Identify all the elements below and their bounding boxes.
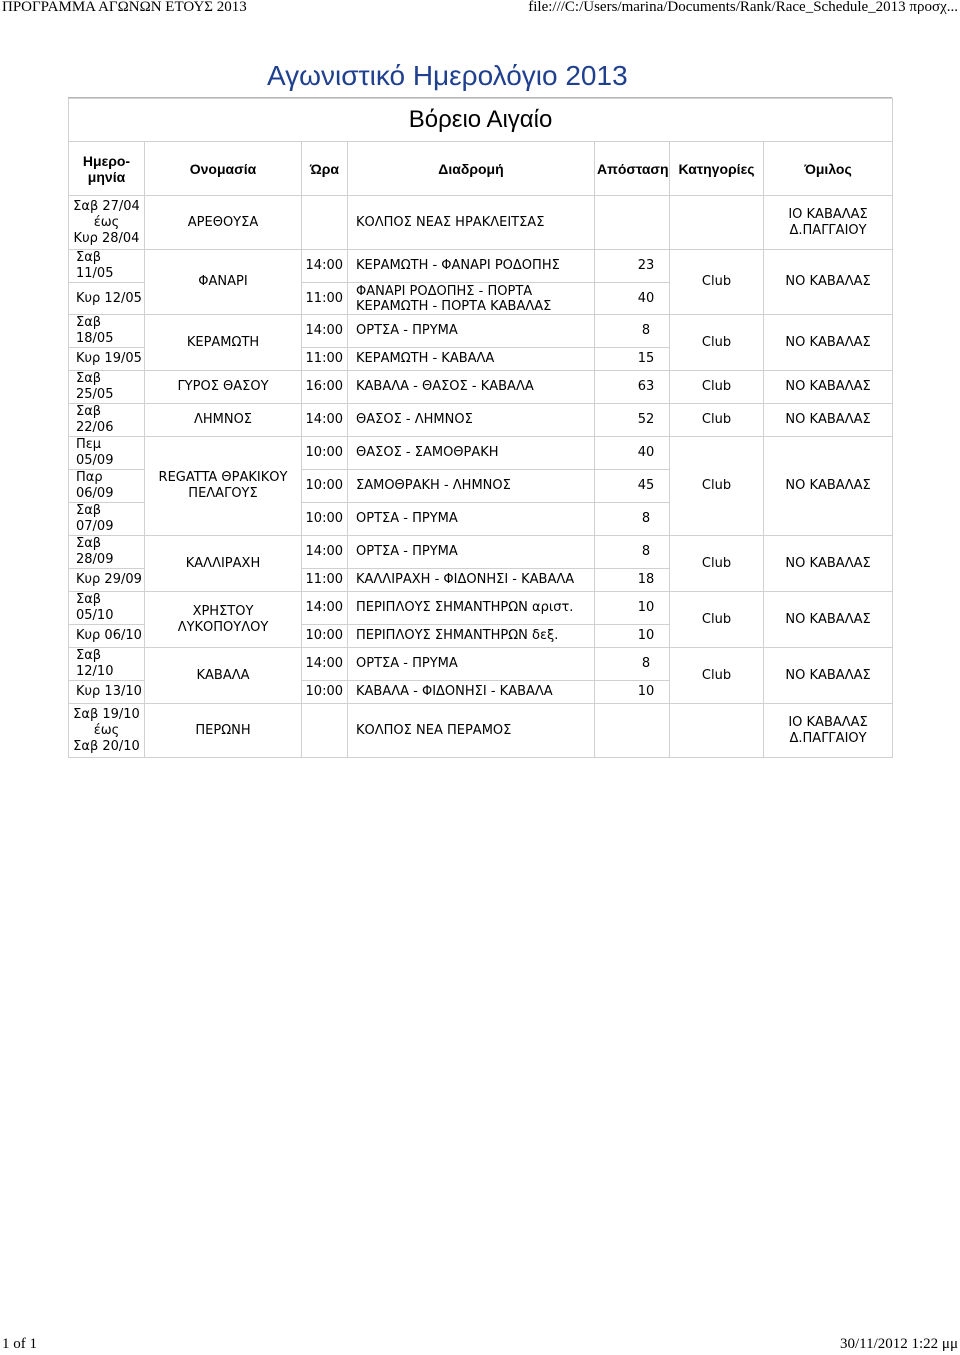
category-cell (670, 704, 764, 758)
route-text: ΟΡΤΣΑ - ΠΡΥΜΑ (356, 511, 458, 526)
route-cell (348, 250, 595, 283)
time-cell: 14:00 (302, 648, 348, 681)
date-cell: Σαβ 25/05 (69, 371, 145, 404)
date-cell: Κυρ 13/10 (69, 681, 145, 704)
club-cell (764, 404, 893, 437)
schedule-body (69, 196, 893, 758)
event-row (69, 704, 893, 758)
event-row (69, 648, 893, 681)
column-header-route: Διαδρομή (348, 142, 595, 196)
event-row (69, 437, 893, 470)
category-cell: Club (670, 648, 764, 704)
club-cell (764, 315, 893, 371)
time-cell: 10:00 (302, 470, 348, 503)
column-header-name: Ονομασία (145, 142, 302, 196)
category-cell (670, 196, 764, 250)
route-text: ΣΑΜΟΘΡΑΚΗ - ΛΗΜΝΟΣ (356, 478, 511, 493)
category-cell: Club (670, 250, 764, 315)
route-text: ΚΕΡΑΜΩΤΗ - ΠΟΡΤΑ ΚΑΒΑΛΑΣ (356, 298, 552, 314)
date-cell: Σαβ 05/10 (69, 592, 145, 625)
route-cell (348, 470, 595, 503)
category-cell: Club (670, 437, 764, 536)
event-name: ΦΑΝΑΡΙ (198, 274, 248, 289)
club-name: ΙΟ ΚΑΒΑΛΑΣ (788, 714, 868, 730)
event-name-cell (145, 704, 302, 758)
event-name: ΚΑΛΛΙΡΑΧΗ (185, 555, 261, 571)
event-name-cell (145, 371, 302, 404)
date-text: Κυρ 28/04 (73, 230, 140, 246)
date-cell: Πεμ 05/09 (69, 437, 145, 470)
date-cell: Σαβ 12/10 (69, 648, 145, 681)
event-name-cell (145, 315, 302, 371)
distance-cell: 18 (595, 569, 670, 592)
category-cell: Club (670, 592, 764, 648)
distance-cell: 10 (595, 592, 670, 625)
date-text: Σαβ 19/10 (73, 706, 140, 722)
event-name-cell (145, 404, 302, 437)
route-text: ΦΑΝΑΡΙ ΡΟΔΟΠΗΣ - ΠΟΡΤΑ (356, 283, 533, 299)
club-name: Δ.ΠΑΓΓΑΙΟΥ (789, 222, 867, 238)
document-url: file:///C:/Users/marina/Documents/Rank/Race_Schedule_2013 προσχ... (528, 0, 958, 15)
distance-cell: 40 (595, 437, 670, 470)
distance-cell: 8 (595, 648, 670, 681)
route-text: ΘΑΣΟΣ - ΛΗΜΝΟΣ (356, 412, 473, 427)
time-cell (302, 704, 348, 758)
route-text: ΟΡΤΣΑ - ΠΡΥΜΑ (356, 544, 458, 559)
date-text: Σαβ 20/10 (73, 738, 140, 754)
route-cell (348, 283, 595, 315)
event-name-cell (145, 437, 302, 536)
route-cell (348, 315, 595, 348)
subtitle-row (69, 99, 893, 142)
club-name: ΝΟ ΚΑΒΑΛΑΣ (785, 379, 871, 394)
event-name: REGATTA ΘΡΑΚΙΚΟΥ (158, 470, 288, 485)
club-cell (764, 437, 893, 536)
event-name-cell (145, 592, 302, 648)
route-cell (348, 503, 595, 536)
date-cell: Κυρ 29/09 (69, 569, 145, 592)
club-name: ΙΟ ΚΑΒΑΛΑΣ (788, 206, 868, 222)
event-name: ΚΑΒΑΛΑ (196, 667, 250, 683)
time-cell: 16:00 (302, 371, 348, 404)
route-cell (348, 348, 595, 371)
category-cell: Club (670, 371, 764, 404)
distance-cell: 52 (595, 404, 670, 437)
route-cell (348, 404, 595, 437)
club-name: ΝΟ ΚΑΒΑΛΑΣ (785, 667, 871, 683)
date-cell: Σαβ 22/06 (69, 404, 145, 437)
category-cell: Club (670, 315, 764, 371)
distance-cell: 8 (595, 536, 670, 569)
club-name: ΝΟ ΚΑΒΑΛΑΣ (785, 412, 871, 427)
route-cell (348, 625, 595, 648)
column-header-date (69, 142, 145, 196)
browser-print-footer (0, 1335, 960, 1355)
date-cell: Σαβ 11/05 (69, 250, 145, 283)
event-row (69, 536, 893, 569)
event-name: ΓΥΡΟΣ ΘΑΣΟΥ (177, 379, 269, 394)
event-row (69, 592, 893, 625)
browser-print-header (0, 0, 960, 20)
distance-cell: 45 (595, 470, 670, 503)
club-name: Δ.ΠΑΓΓΑΙΟΥ (789, 730, 867, 746)
event-name: ΛΗΜΝΟΣ (193, 412, 253, 427)
event-name: ΠΕΛΑΓΟΥΣ (188, 486, 258, 501)
route-cell (348, 569, 595, 592)
club-cell (764, 648, 893, 704)
event-name: ΚΕΡΑΜΩΤΗ (186, 334, 260, 350)
route-cell (348, 536, 595, 569)
event-name-cell (145, 536, 302, 592)
route-text: ΠΕΡΙΠΛΟΥΣ ΣΗΜΑΝΤΗΡΩΝ δεξ. (356, 628, 559, 643)
event-name: ΑΡΕΘΟΥΣΑ (187, 214, 259, 230)
distance-cell: 10 (595, 681, 670, 704)
route-cell: ΚΟΛΠΟΣ ΝΕΑΣ ΗΡΑΚΛΕΙΤΣΑΣ (348, 196, 595, 250)
time-cell: 11:00 (302, 283, 348, 315)
category-cell: Club (670, 536, 764, 592)
club-cell (764, 371, 893, 404)
route-text: ΚΑΒΑΛΑ - ΘΑΣΟΣ - ΚΑΒΑΛΑ (356, 379, 534, 394)
event-name-cell (145, 648, 302, 704)
distance-cell: 63 (595, 371, 670, 404)
column-header-row (69, 142, 893, 196)
event-name: ΛΥΚΟΠΟΥΛΟΥ (177, 619, 269, 635)
date-cell (69, 704, 145, 758)
time-cell: 11:00 (302, 569, 348, 592)
distance-cell (595, 196, 670, 250)
distance-cell (595, 704, 670, 758)
club-cell (764, 704, 893, 758)
distance-cell: 40 (595, 283, 670, 315)
event-name: ΧΡΗΣΤΟΥ (192, 603, 254, 619)
time-cell: 14:00 (302, 250, 348, 283)
distance-cell: 15 (595, 348, 670, 371)
club-name: ΝΟ ΚΑΒΑΛΑΣ (785, 274, 871, 289)
time-cell: 14:00 (302, 536, 348, 569)
date-cell: Σαβ 18/05 (69, 315, 145, 348)
time-cell: 14:00 (302, 404, 348, 437)
date-text: Σαβ 27/04 (73, 198, 140, 214)
route-cell (348, 681, 595, 704)
column-header-distance: Απόσταση (595, 142, 670, 196)
route-cell (348, 371, 595, 404)
time-cell: 10:00 (302, 503, 348, 536)
time-cell: 10:00 (302, 681, 348, 704)
route-cell: ΚΟΛΠΟΣ ΝΕΑ ΠΕΡΑΜΟΣ (348, 704, 595, 758)
time-cell: 10:00 (302, 625, 348, 648)
event-row (69, 315, 893, 348)
club-name: ΝΟ ΚΑΒΑΛΑΣ (785, 555, 871, 571)
event-row (69, 404, 893, 437)
route-cell (348, 648, 595, 681)
club-cell (764, 536, 893, 592)
event-name-cell (145, 196, 302, 250)
club-name: ΝΟ ΚΑΒΑΛΑΣ (785, 334, 871, 350)
distance-cell: 8 (595, 315, 670, 348)
club-cell (764, 592, 893, 648)
event-name-cell (145, 250, 302, 315)
time-cell: 14:00 (302, 315, 348, 348)
route-text: ΚΑΒΑΛΑ - ΦΙΔΟΝΗΣΙ - ΚΑΒΑΛΑ (356, 684, 553, 699)
event-row (69, 371, 893, 404)
document-title: ΠΡΟΓΡΑΜΜΑ ΑΓΩΝΩΝ ΕΤΟΥΣ 2013 (2, 0, 247, 15)
column-header-club: Όμιλος (764, 142, 893, 196)
print-timestamp: 30/11/2012 1:22 μμ (839, 1336, 958, 1352)
event-name: ΠΕΡΩΝΗ (195, 722, 251, 738)
schedule-table (68, 98, 893, 758)
page-count: 1 of 1 (2, 1336, 37, 1352)
club-cell (764, 250, 893, 315)
category-cell: Club (670, 404, 764, 437)
column-header-categories: Κατηγορίες (670, 142, 764, 196)
club-name: ΝΟ ΚΑΒΑΛΑΣ (785, 611, 871, 627)
route-text: ΟΡΤΣΑ - ΠΡΥΜΑ (356, 323, 458, 338)
route-text: ΟΡΤΣΑ - ΠΡΥΜΑ (356, 656, 458, 671)
date-cell: Σαβ 07/09 (69, 503, 145, 536)
column-header-time: Ώρα (302, 142, 348, 196)
route-text: ΚΑΛΛΙΡΑΧΗ - ΦΙΔΟΝΗΣΙ - ΚΑΒΑΛΑ (356, 572, 575, 587)
date-cell: Κυρ 06/10 (69, 625, 145, 648)
route-cell (348, 592, 595, 625)
date-cell: Κυρ 19/05 (69, 348, 145, 371)
route-text: ΠΕΡΙΠΛΟΥΣ ΣΗΜΑΝΤΗΡΩΝ αριστ. (356, 600, 574, 615)
date-text: έως (93, 722, 120, 738)
date-header-line-1: Ημερο- (82, 152, 131, 169)
route-text: ΘΑΣΟΣ - ΣΑΜΟΘΡΑΚΗ (356, 445, 499, 460)
date-header-line-2: μηνία (87, 168, 126, 185)
page-title: Αγωνιστικό Ημερολόγιο 2013 (267, 60, 628, 91)
date-cell: Παρ 06/09 (69, 470, 145, 503)
time-cell: 11:00 (302, 348, 348, 371)
distance-cell: 8 (595, 503, 670, 536)
region-subtitle: Βόρειο Αιγαίο (69, 99, 893, 142)
event-row (69, 196, 893, 250)
event-row (69, 250, 893, 283)
distance-cell: 23 (595, 250, 670, 283)
club-name: ΝΟ ΚΑΒΑΛΑΣ (785, 478, 871, 493)
time-cell (302, 196, 348, 250)
time-cell: 10:00 (302, 437, 348, 470)
time-cell: 14:00 (302, 592, 348, 625)
date-cell (69, 196, 145, 250)
route-cell (348, 437, 595, 470)
route-text: ΚΕΡΑΜΩΤΗ - ΦΑΝΑΡΙ ΡΟΔΟΠΗΣ (356, 258, 560, 273)
route-text: ΚΕΡΑΜΩΤΗ - ΚΑΒΑΛΑ (356, 351, 495, 366)
date-text: έως (93, 214, 120, 230)
club-cell (764, 196, 893, 250)
distance-cell: 10 (595, 625, 670, 648)
date-cell: Κυρ 12/05 (69, 283, 145, 315)
date-cell: Σαβ 28/09 (69, 536, 145, 569)
